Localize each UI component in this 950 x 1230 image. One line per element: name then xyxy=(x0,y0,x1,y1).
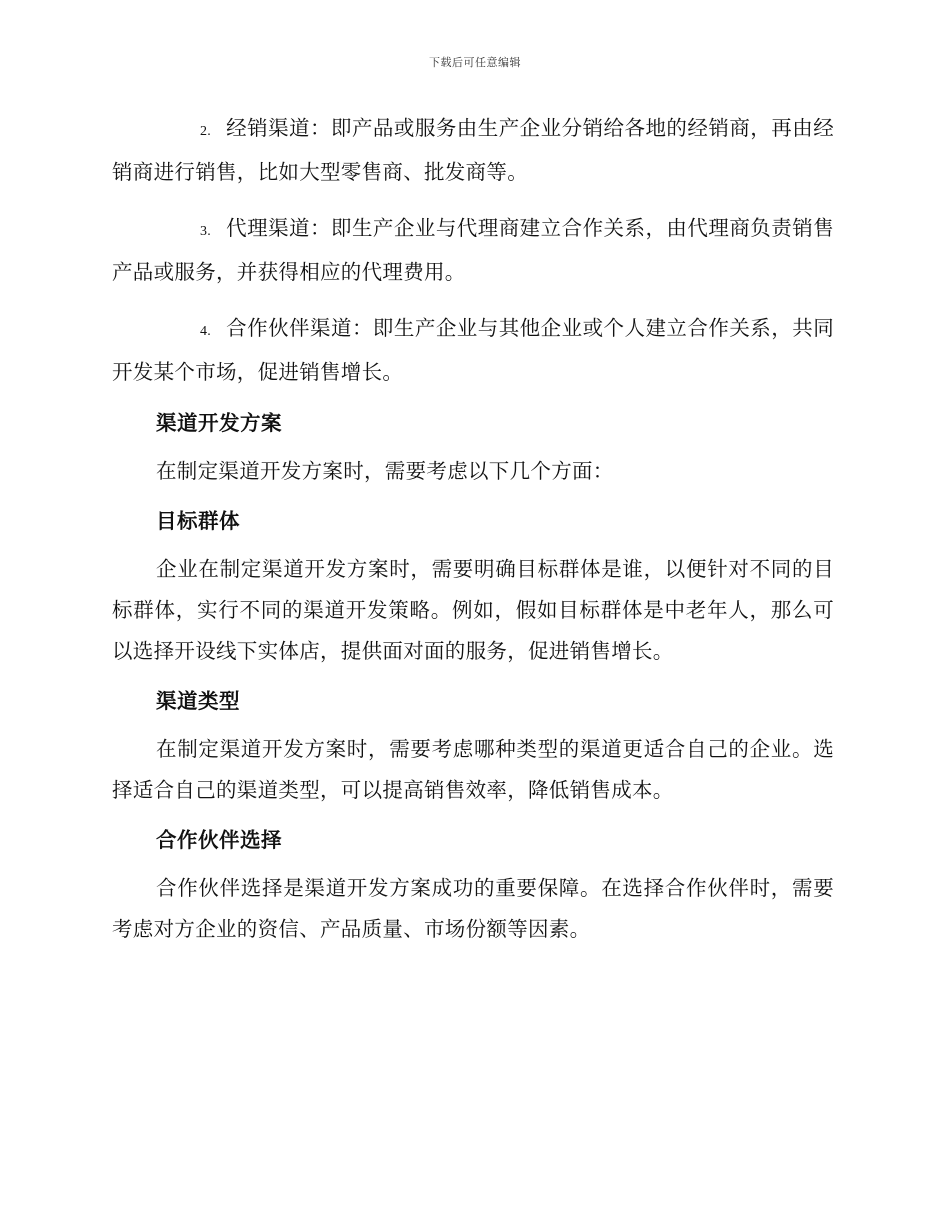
section-heading-partner: 合作伙伴选择 xyxy=(156,828,282,852)
list-item xyxy=(112,108,834,193)
list-item-text: 合作伙伴渠道：即生产企业与其他企业或个人建立合作关系，共同开发某个市场，促进销售增长。 xyxy=(112,316,834,384)
section-text-partner: 合作伙伴选择是渠道开发方案成功的重要保障。在选择合作伙伴时，需要考虑对方企业的资信、产品质量、市场份额等因素。 xyxy=(112,876,834,941)
page-header: 下载后可任意编辑 xyxy=(429,56,521,69)
section-heading-plan: 渠道开发方案 xyxy=(156,411,282,435)
list-item xyxy=(112,208,834,293)
document-body xyxy=(112,108,834,964)
section-text-types: 在制定渠道开发方案时，需要考虑哪种类型的渠道更适合自己的企业。选择适合自己的渠道类型，可以提高销售效率，降低销售成本。 xyxy=(112,737,834,802)
section-heading-types: 渠道类型 xyxy=(156,689,240,713)
section-text-target: 企业在制定渠道开发方案时，需要明确目标群体是谁，以便针对不同的目标群体，实行不同的渠道开发策略。例如，假如目标群体是中老年人，那么可以选择开设线下实体店，提供面对面的服务，促进销售增长。 xyxy=(112,557,834,663)
list-number: 3. xyxy=(200,224,212,239)
list-number: 2. xyxy=(200,124,212,139)
section-heading-target: 目标群体 xyxy=(156,509,240,533)
list-number: 4. xyxy=(200,324,212,339)
list-item-text: 经销渠道：即产品或服务由生产企业分销给各地的经销商，再由经销商进行销售，比如大型零售商、批发商等。 xyxy=(112,116,834,184)
list-item xyxy=(112,308,834,393)
list-item-text: 代理渠道：即生产企业与代理商建立合作关系，由代理商负责销售产品或服务，并获得相应的代理费用。 xyxy=(112,216,834,284)
section-text-plan: 在制定渠道开发方案时，需要考虑以下几个方面： xyxy=(156,459,614,483)
